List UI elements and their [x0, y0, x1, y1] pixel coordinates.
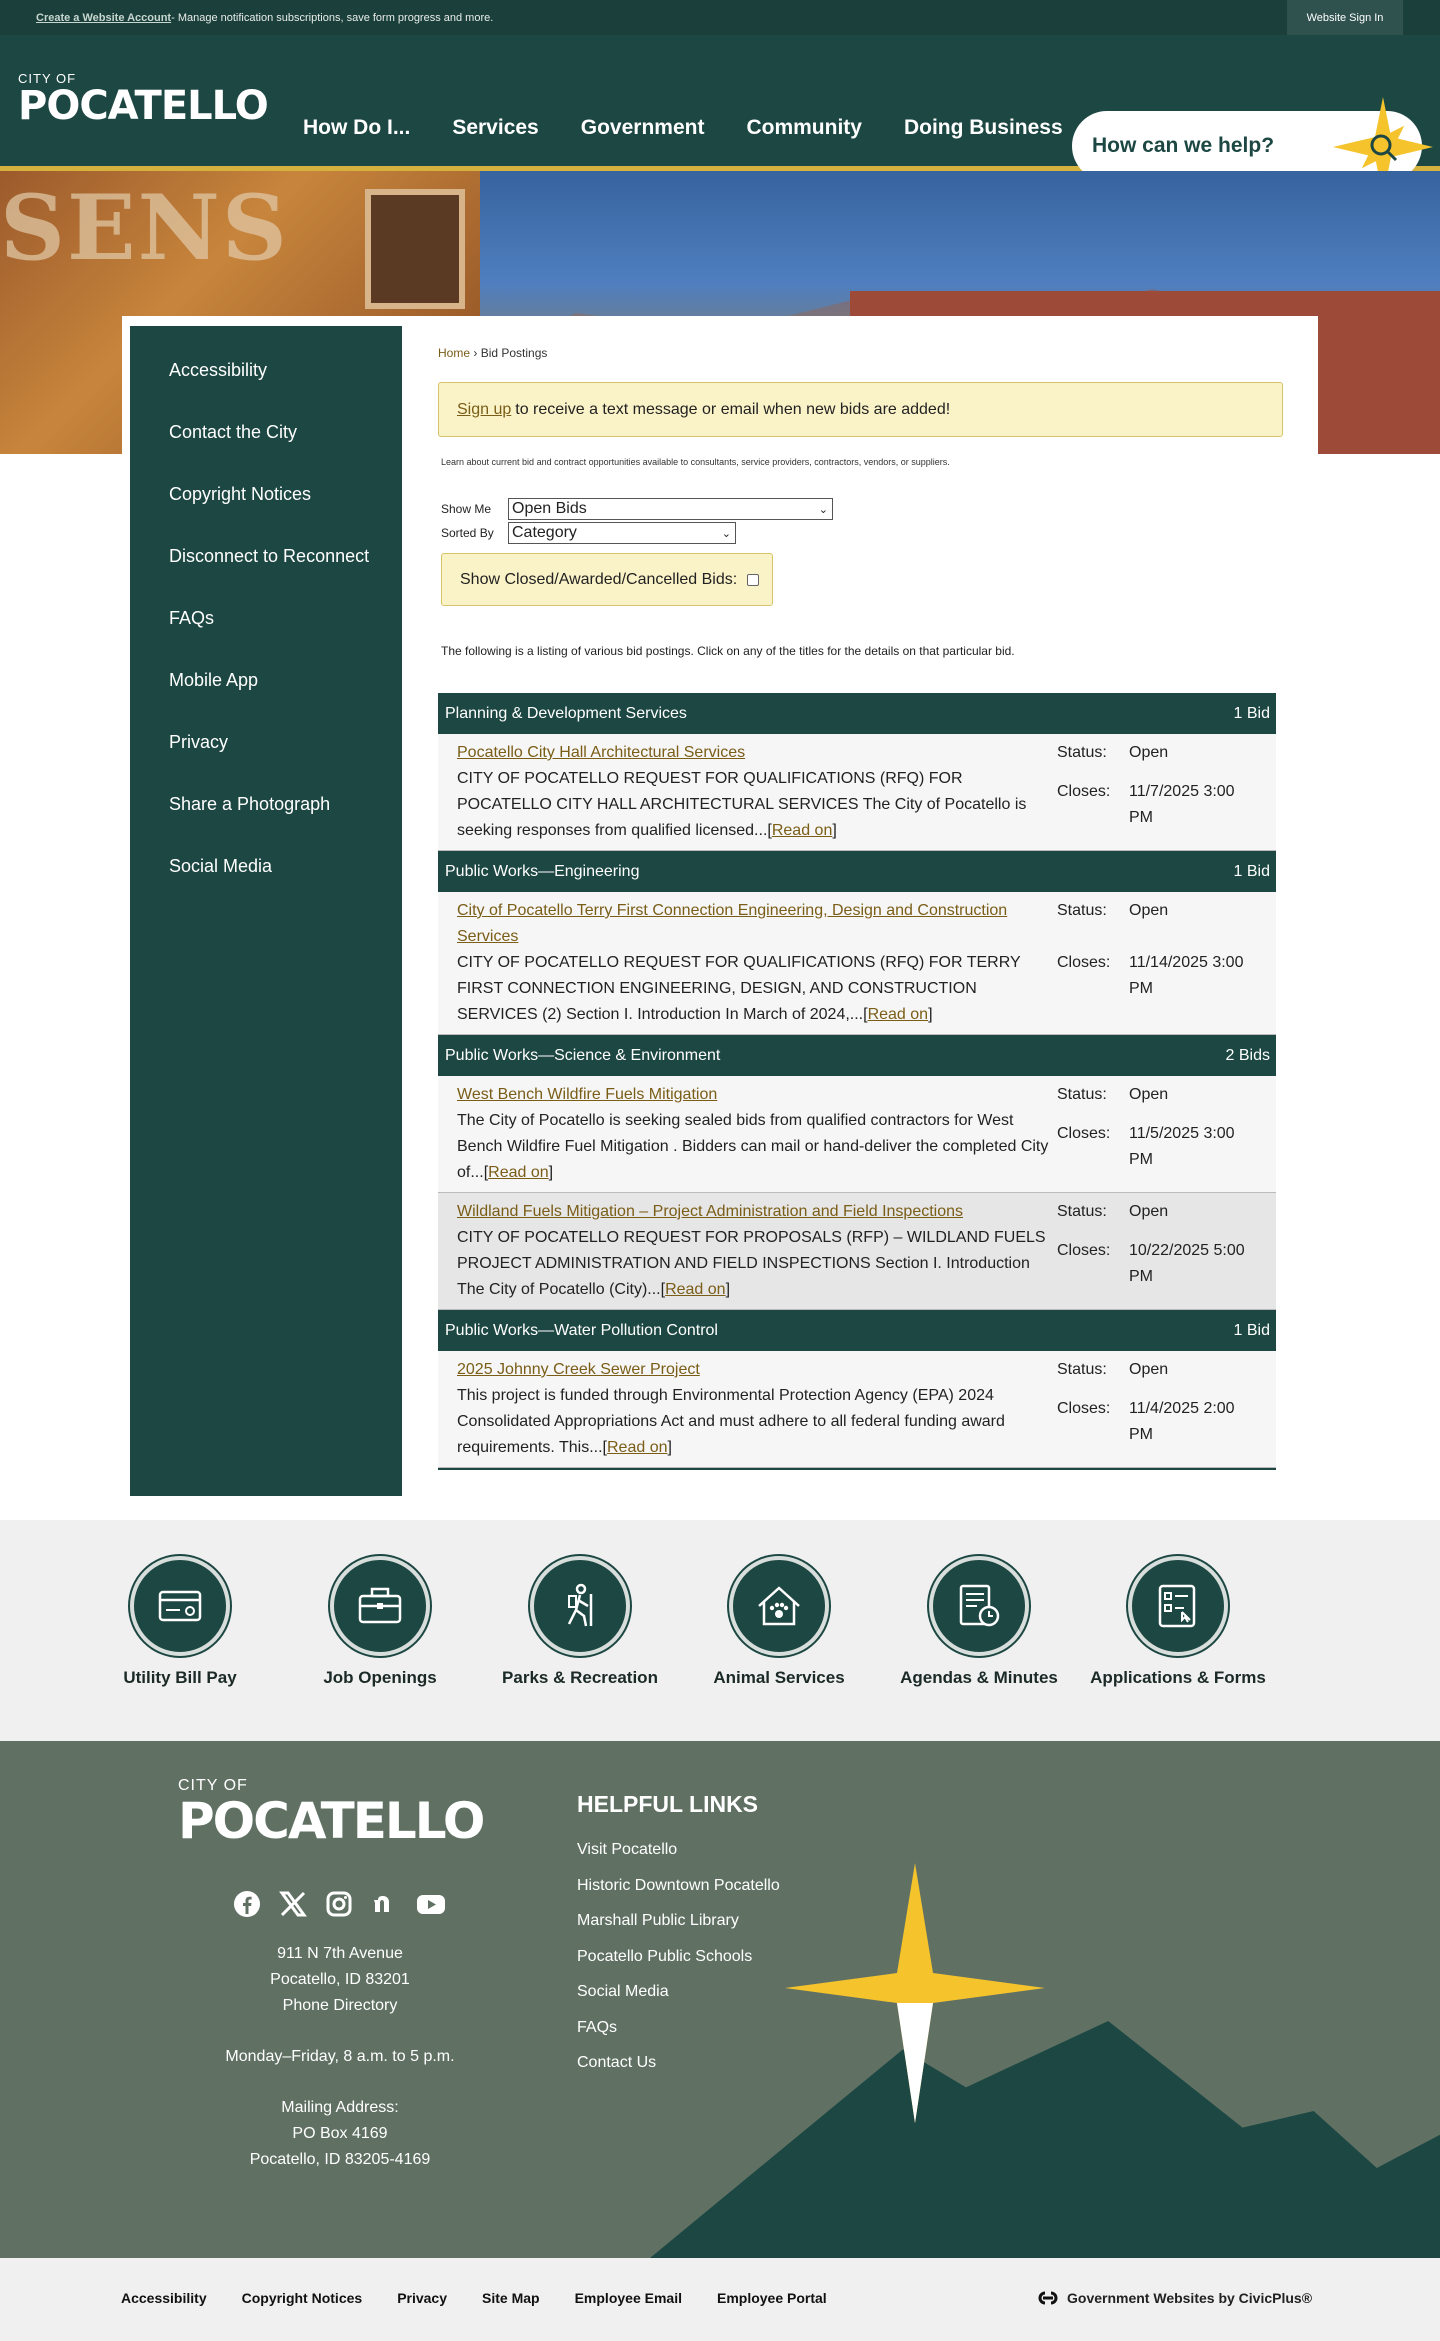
closed-bids-label: Show Closed/Awarded/Cancelled Bids:	[460, 570, 738, 588]
sorted-by-label: Sorted By	[441, 526, 494, 540]
closed-bids-toggle	[441, 553, 773, 606]
chevron-down-icon: ⌄	[721, 527, 731, 540]
closed-bids-checkbox[interactable]	[747, 574, 759, 586]
search-input[interactable]	[1092, 129, 1332, 163]
category-name: Public Works—Engineering	[445, 862, 640, 880]
bid-desc-text: CITY OF POCATELLO REQUEST FOR QUALIFICATIONS (RFQ) FOR POCATELLO CITY HALL ARCHITECTURAL SERVICES The City of Pocatello is seeking responses from qualified licensed...	[457, 770, 1027, 839]
read-on-link[interactable]: Read on	[488, 1164, 549, 1181]
category-count: 1 Bid	[1233, 704, 1270, 722]
status-label: Status:	[1057, 902, 1107, 919]
banner-sign-text: SENS	[0, 175, 289, 281]
footer-star	[785, 1863, 1045, 2123]
bid-title-link[interactable]: West Bench Wildfire Fuels Mitigation	[457, 1086, 718, 1103]
bottom-link-employee-email[interactable]: Employee Email	[574, 2290, 682, 2306]
bottom-link-accessibility[interactable]: Accessibility	[121, 2290, 207, 2306]
quick-link-label: Utility Bill Pay	[123, 1668, 237, 1687]
closes-value: 11/4/2025 2:00 PM	[1129, 1400, 1235, 1443]
bid-main	[457, 1199, 1057, 1303]
bid-list	[438, 693, 1276, 1470]
civicplus-text: Government Websites by CivicPlus®	[1067, 2290, 1313, 2306]
quick-link-label: Agendas & Minutes	[900, 1668, 1058, 1687]
category-name: Public Works—Science & Environment	[445, 1046, 721, 1064]
quick-link-label: Parks & Recreation	[502, 1668, 658, 1687]
site-logo[interactable]	[18, 71, 268, 129]
bid-row	[438, 1351, 1276, 1468]
sidebar-item-accessibility[interactable]: Accessibility	[169, 360, 268, 380]
bid-title-link[interactable]: 2025 Johnny Creek Sewer Project	[457, 1361, 700, 1378]
sidebar-item-disconnect[interactable]: Disconnect to Reconnect	[169, 546, 370, 566]
breadcrumb	[438, 346, 1308, 360]
status-label: Status:	[1057, 1203, 1107, 1220]
facebook-icon[interactable]	[232, 1889, 262, 1919]
read-on-link[interactable]: Read on	[867, 1006, 929, 1023]
content-area	[438, 346, 1308, 1470]
category-count: 1 Bid	[1233, 862, 1270, 880]
read-on-link[interactable]: Read on	[665, 1281, 726, 1298]
bid-row	[438, 734, 1276, 851]
bill-icon	[130, 1556, 230, 1656]
bid-desc-text: This project is funded through Environmental Protection Agency (EPA) 2024 Consolidated Appropriations Act and must adhere to all federal funding award requirements. This...	[457, 1387, 1005, 1456]
status-value: Open	[1129, 1361, 1169, 1378]
quick-link-agenda-clock[interactable]	[889, 1556, 1069, 1688]
bid-meta	[1057, 1357, 1249, 1461]
bid-description: The City of Pocatello is seeking sealed bids from qualified contractors for West Bench Wildfire Fuel Mitigation . Bidders can mail or hand-deliver the completed City of...[Read on]	[457, 1112, 1049, 1181]
helpful-link-downtown[interactable]: Historic Downtown Pocatello	[577, 1876, 780, 1894]
youtube-icon[interactable]	[416, 1889, 446, 1919]
quick-link-label: Applications & Forms	[1090, 1668, 1266, 1687]
helpful-link-contact[interactable]: Contact Us	[577, 2054, 657, 2071]
status-label: Status:	[1057, 1361, 1107, 1378]
read-on-link[interactable]: Read on	[607, 1439, 668, 1456]
bid-meta	[1057, 740, 1249, 844]
bottom-link-copyright[interactable]: Copyright Notices	[241, 2290, 363, 2306]
bottom-bar	[0, 2258, 1440, 2341]
closes-value: 11/5/2025 3:00 PM	[1129, 1125, 1235, 1168]
read-on-link[interactable]: Read on	[771, 822, 833, 839]
chevron-down-icon: ⌄	[818, 503, 828, 516]
status-label: Status:	[1057, 744, 1107, 761]
office-hours: Monday–Friday, 8 a.m. to 5 p.m.	[225, 2048, 455, 2065]
footer-address	[160, 1941, 520, 2173]
closes-label: Closes:	[1057, 1242, 1111, 1259]
bid-desc-text: CITY OF POCATELLO REQUEST FOR PROPOSALS (RFP) – WILDLAND FUELS PROJECT ADMINISTRATION AND FIELD INSPECTIONS Section I. Introduction The City of Pocatello (City)...	[457, 1229, 1046, 1298]
breadcrumb-home[interactable]: Home	[438, 346, 471, 360]
bid-main	[457, 898, 1057, 1028]
bid-meta	[1057, 1082, 1249, 1186]
website-sign-in-button[interactable]: Website Sign In	[1287, 0, 1403, 35]
bid-description: CITY OF POCATELLO REQUEST FOR QUALIFICATIONS (RFQ) FOR TERRY FIRST CONNECTION ENGINEERING, DESIGN, AND CONSTRUCTION SERVICES (2) Section I. Introduction In March of 2024,...[Read on]	[457, 954, 1021, 1023]
breadcrumb-current: Bid Postings	[480, 346, 548, 360]
status-value: Open	[1129, 1086, 1169, 1103]
helpful-link-faqs[interactable]: FAQs	[577, 2018, 618, 2036]
quick-links	[0, 1520, 1440, 1741]
utility-bar	[0, 0, 1440, 35]
bid-description: CITY OF POCATELLO REQUEST FOR QUALIFICATIONS (RFQ) FOR POCATELLO CITY HALL ARCHITECTURAL SERVICES The City of Pocatello is seeking responses from qualified licensed...[Read on]	[457, 770, 1027, 839]
social-links	[232, 1889, 446, 1919]
bid-meta	[1057, 1199, 1249, 1303]
form-icon	[1128, 1556, 1228, 1656]
sign-up-link[interactable]: Sign up	[457, 400, 512, 418]
sorted-by-select[interactable]	[508, 522, 736, 544]
helpful-link-social[interactable]: Social Media	[577, 1983, 669, 2000]
address-line-1: 911 N 7th Avenue	[277, 1945, 403, 1962]
sidebar	[130, 326, 402, 1496]
bid-title-link[interactable]: City of Pocatello Terry First Connection Engineering, Design and Construction Services	[457, 902, 1008, 945]
category-count: 1 Bid	[1233, 1321, 1270, 1339]
bid-main	[457, 1357, 1057, 1461]
create-account-desc: - Manage notification subscriptions, save form progress and more.	[171, 11, 494, 24]
address-line-2: Pocatello, ID 83201	[270, 1971, 410, 1988]
nav-services[interactable]: Services	[452, 116, 539, 139]
status-label: Status:	[1057, 1086, 1107, 1103]
logo-pocatello: POCATELLO	[18, 83, 268, 129]
sidebar-item-privacy[interactable]: Privacy	[169, 732, 229, 752]
closes-value: 11/7/2025 3:00 PM	[1129, 783, 1235, 826]
helpful-link-visit[interactable]: Visit Pocatello	[577, 1841, 678, 1858]
bid-desc-text: The City of Pocatello is seeking sealed bids from qualified contractors for West Bench Wildfire Fuel Mitigation . Bidders can mail or hand-deliver the completed City of...	[457, 1112, 1049, 1181]
helpful-links	[577, 1791, 780, 2081]
nav-community[interactable]: Community	[746, 116, 862, 139]
status-value: Open	[1129, 902, 1169, 919]
closes-label: Closes:	[1057, 783, 1111, 800]
bottom-link-employee-portal[interactable]: Employee Portal	[716, 2290, 827, 2306]
bottom-link-privacy[interactable]: Privacy	[397, 2290, 448, 2306]
footer-logo-pocatello: POCATELLO	[178, 1792, 484, 1850]
bid-row	[438, 1076, 1276, 1193]
logo-city-of: CITY OF	[18, 71, 77, 86]
quick-link-bill[interactable]	[90, 1556, 270, 1688]
bid-row	[438, 1193, 1276, 1310]
show-me-select[interactable]	[508, 498, 833, 520]
bid-row	[438, 892, 1276, 1035]
bid-description: CITY OF POCATELLO REQUEST FOR PROPOSALS (RFP) – WILDLAND FUELS PROJECT ADMINISTRATION AND FIELD INSPECTIONS Section I. Introduction The City of Pocatello (City)...[Read on]	[457, 1229, 1046, 1298]
bid-meta	[1057, 898, 1249, 1028]
quick-link-label: Job Openings	[323, 1668, 437, 1687]
bid-main	[457, 1082, 1057, 1186]
status-value: Open	[1129, 744, 1169, 761]
helpful-link-library[interactable]: Marshall Public Library	[577, 1912, 739, 1929]
bid-title-link[interactable]: Pocatello City Hall Architectural Services	[457, 744, 746, 761]
x-icon[interactable]	[278, 1889, 308, 1919]
category-header	[438, 1035, 1276, 1076]
sidebar-item-social-media[interactable]: Social Media	[169, 856, 273, 876]
briefcase-icon	[330, 1556, 430, 1656]
closes-label: Closes:	[1057, 1400, 1111, 1417]
show-me-value: Open Bids	[512, 500, 587, 517]
instagram-icon[interactable]	[324, 1889, 354, 1919]
mailing-label: Mailing Address:	[281, 2099, 399, 2116]
quick-link-briefcase[interactable]	[290, 1556, 470, 1688]
sidebar-item-share-photo[interactable]: Share a Photograph	[169, 794, 331, 814]
category-count: 2 Bids	[1225, 1046, 1270, 1064]
helpful-links-title: HELPFUL LINKS	[577, 1791, 759, 1817]
sidebar-item-mobile-app[interactable]: Mobile App	[169, 670, 259, 690]
breadcrumb-sep: ›	[470, 346, 481, 360]
signup-alert-text: to receive a text message or email when new bids are added!	[515, 400, 951, 418]
quick-link-form[interactable]	[1088, 1556, 1268, 1688]
bottom-link-site-map[interactable]: Site Map	[482, 2290, 540, 2306]
bid-title-link[interactable]: Wildland Fuels Mitigation – Project Administration and Field Inspections	[457, 1203, 964, 1220]
quick-link-hiker[interactable]	[490, 1556, 670, 1688]
nav-doing-business[interactable]: Doing Business	[903, 116, 1063, 139]
civicplus-logo-icon	[1037, 2291, 1059, 2305]
phone-directory-link[interactable]: Phone Directory	[282, 1997, 398, 2014]
category-header	[438, 851, 1276, 892]
nav-how-do-i[interactable]: How Do I...	[303, 116, 411, 139]
status-value: Open	[1129, 1203, 1169, 1220]
bid-description: This project is funded through Environmental Protection Agency (EPA) 2024 Consolidated Appropriations Act and must adhere to all federal funding award requirements. This...[Read on]	[457, 1387, 1005, 1456]
quick-link-label: Animal Services	[713, 1668, 845, 1687]
closes-value: 10/22/2025 5:00 PM	[1129, 1242, 1245, 1285]
closes-label: Closes:	[1057, 1125, 1111, 1142]
sidebar-item-copyright[interactable]: Copyright Notices	[169, 484, 312, 504]
quick-link-paw-house[interactable]	[689, 1556, 869, 1688]
filters	[438, 497, 1308, 606]
footer-logo-city-of: CITY OF	[178, 1777, 248, 1794]
sidebar-item-faqs[interactable]: FAQs	[169, 608, 215, 628]
category-name: Public Works—Water Pollution Control	[445, 1321, 718, 1339]
hiker-icon	[530, 1556, 630, 1656]
show-me-label: Show Me	[441, 502, 492, 516]
category-header	[438, 1310, 1276, 1351]
sidebar-item-contact[interactable]: Contact the City	[169, 422, 298, 442]
bottom-links	[121, 2290, 827, 2306]
closes-label: Closes:	[1057, 954, 1111, 971]
site-header	[0, 35, 1440, 171]
main-nav	[303, 116, 1105, 140]
category-name: Planning & Development Services	[445, 704, 687, 722]
helpful-link-schools[interactable]: Pocatello Public Schools	[577, 1947, 753, 1965]
category-header	[438, 693, 1276, 734]
site-footer	[0, 1741, 1440, 2258]
sorted-by-value: Category	[512, 524, 577, 541]
bid-desc-text: CITY OF POCATELLO REQUEST FOR QUALIFICATIONS (RFQ) FOR TERRY FIRST CONNECTION ENGINEERING, DESIGN, AND CONSTRUCTION SERVICES (2) Section I. Introduction In March of 2024,...	[457, 954, 1021, 1023]
create-account-link[interactable]: Create a Website Account	[36, 11, 172, 24]
footer-logo[interactable]	[178, 1777, 484, 1850]
mailing-line-1: PO Box 4169	[292, 2125, 388, 2142]
civicplus-credit[interactable]	[1037, 2290, 1312, 2306]
nav-government[interactable]: Government	[580, 116, 705, 139]
nextdoor-icon[interactable]	[370, 1889, 400, 1919]
main-card	[122, 316, 1318, 1506]
paw-house-icon	[729, 1556, 829, 1656]
closes-value: 11/14/2025 3:00 PM	[1129, 954, 1244, 997]
bid-main	[457, 740, 1057, 844]
listing-note: The following is a listing of various bid postings. Click on any of the titles for the details on that particular bid.	[441, 644, 1015, 658]
intro-text: Learn about current bid and contract opportunities available to consultants, service providers, contractors, vendors, or suppliers.	[441, 457, 950, 467]
signup-alert	[438, 382, 1283, 437]
agenda-clock-icon	[929, 1556, 1029, 1656]
banner-window	[365, 189, 465, 309]
mailing-line-2: Pocatello, ID 83205-4169	[249, 2151, 431, 2168]
